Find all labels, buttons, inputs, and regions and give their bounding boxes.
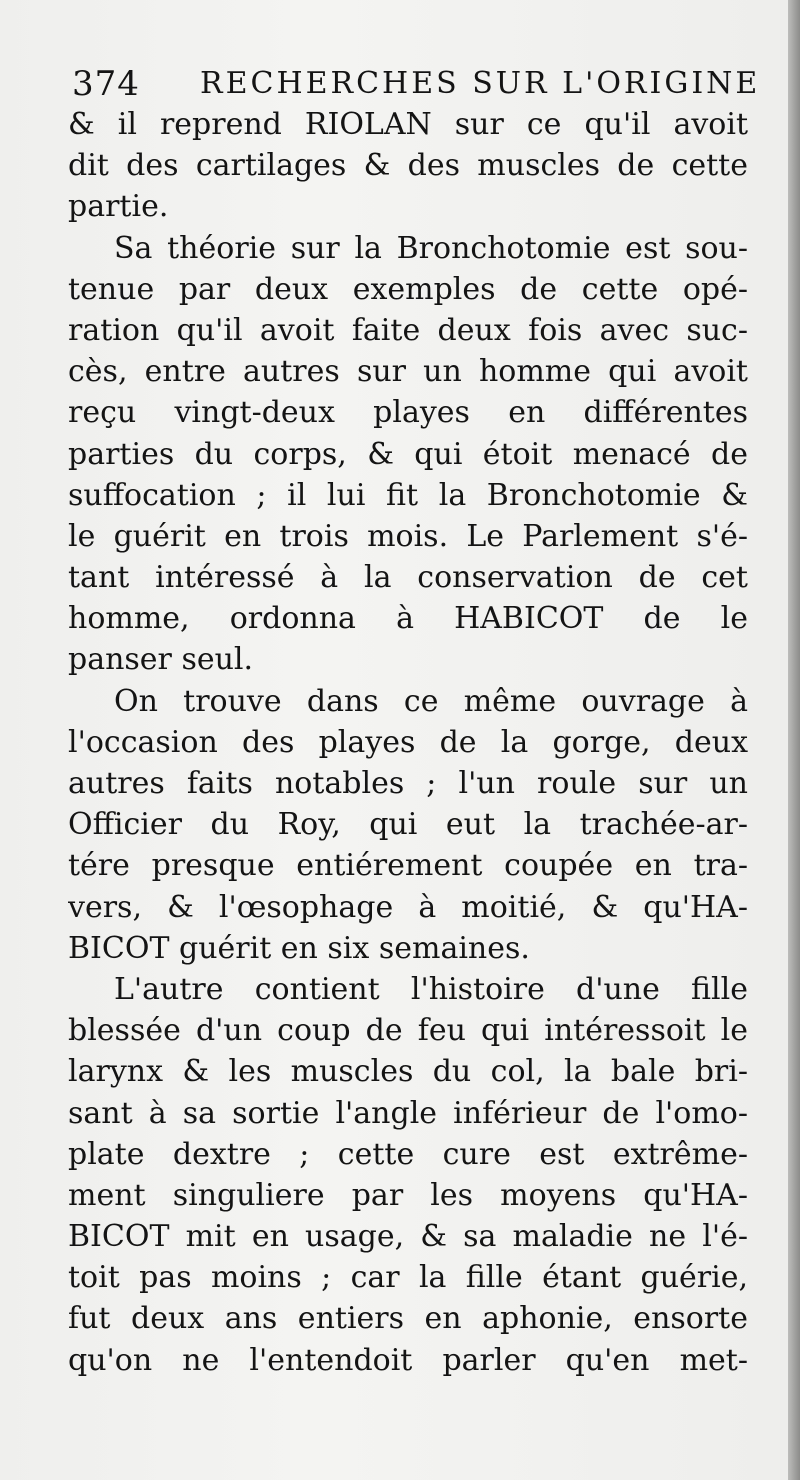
text-line: tére presque entiérement coupée en tra- xyxy=(68,848,748,884)
text-line: Officier du Roy, qui eut la trachée-ar- xyxy=(68,807,748,843)
body-text xyxy=(68,104,748,1381)
page-number: 374 xyxy=(72,64,140,104)
text-line: & il reprend RIOLAN sur ce qu'il avoit xyxy=(68,107,748,142)
text-line: parties du corps, & qui étoit menacé de xyxy=(68,436,748,472)
paragraph-start-line: L'autre contient l'histoire d'une fille xyxy=(114,971,748,1007)
text-line: panser seul. xyxy=(68,642,254,678)
text-line: autres faits notables ; l'un roule sur un xyxy=(68,766,748,801)
paragraph-start-line: On trouve dans ce même ouvrage à xyxy=(114,683,748,719)
text-line: toit pas moins ; car la fille étant guérie, xyxy=(68,1260,748,1296)
text-line: qu'on ne l'entendoit parler qu'en met- xyxy=(68,1342,748,1378)
text-line: blessée d'un coup de feu qui intéressoit le xyxy=(68,1013,748,1049)
text-line: BICOT mit en usage, & sa maladie ne l'é- xyxy=(68,1219,748,1255)
text-line: vers, & l'œsophage à moitié, & qu'HA- xyxy=(68,889,748,925)
text-line: ration qu'il avoit faite deux fois avec suc- xyxy=(68,312,748,348)
text-line: homme, ordonna à HABICOT de le xyxy=(68,601,748,637)
text-line: fut deux ans entiers en aphonie, ensorte xyxy=(68,1301,748,1337)
text-line: sant à sa sortie l'angle inférieur de l'omo- xyxy=(68,1095,748,1131)
running-title: RECHERCHES SUR L'ORIGINE xyxy=(200,66,761,101)
text-line: cès, entre autres sur un homme qui avoit xyxy=(68,354,748,390)
text-line: plate dextre ; cette cure est extrême- xyxy=(68,1136,748,1172)
text-line: dit des cartilages & des muscles de cette xyxy=(68,148,748,184)
text-line: larynx & les muscles du col, la bale bri- xyxy=(68,1054,748,1090)
text-line: BICOT guérit en six semaines. xyxy=(68,930,530,966)
text-line: partie. xyxy=(68,189,169,225)
paragraph-start-line: Sa théorie sur la Bronchotomie est sou- xyxy=(114,230,748,266)
text-line: le guérit en trois mois. Le Parlement s'é- xyxy=(68,518,748,554)
text-line: tant intéressé à la conservation de cet xyxy=(68,560,748,596)
page-gutter-shadow xyxy=(788,0,800,1480)
text-line: tenue par deux exemples de cette opé- xyxy=(68,271,748,307)
page-header xyxy=(72,60,761,108)
text-line: ment singuliere par les moyens qu'HA- xyxy=(68,1177,748,1213)
text-line: reçu vingt-deux playes en différentes xyxy=(68,395,748,431)
text-line: l'occasion des playes de la gorge, deux xyxy=(68,724,748,760)
text-line: suffocation ; il lui fit la Bronchotomie & xyxy=(68,477,748,513)
